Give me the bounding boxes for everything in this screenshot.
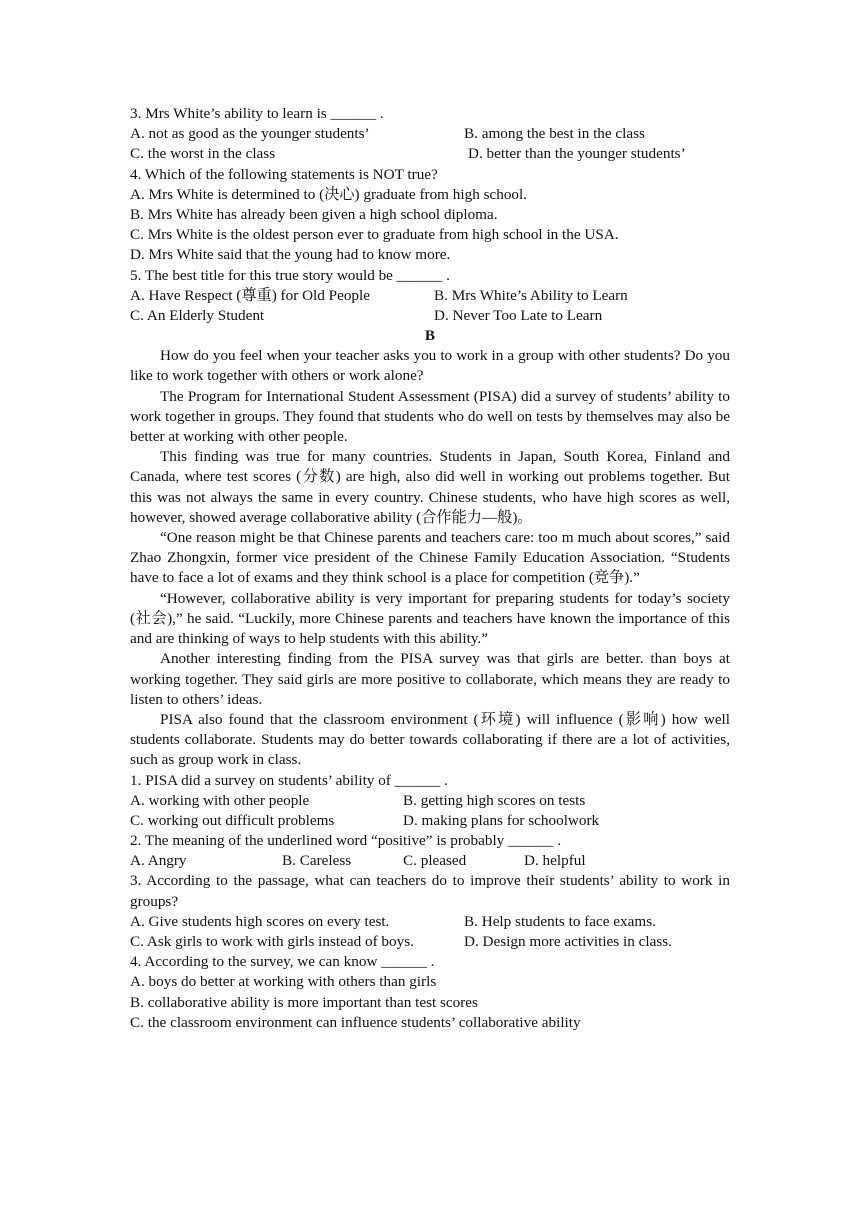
option-row xyxy=(130,811,730,831)
option-a: A. boys do better at working with others than girls xyxy=(130,973,437,991)
option-a: A. Have Respect (尊重) for Old People xyxy=(130,286,370,304)
option-d: D. making plans for schoolwork xyxy=(403,811,600,829)
option-a: A. not as good as the younger students’ xyxy=(130,125,370,143)
option-d: D. Mrs White said that the young had to know more. xyxy=(130,246,451,264)
option-b: B. collaborative ability is more important than test scores xyxy=(130,993,478,1011)
option-b: B. Help students to face exams. xyxy=(464,912,656,930)
option-a: A. Give students high scores on every test. xyxy=(130,912,390,930)
option-b: B. Mrs White’s Ability to Learn xyxy=(434,286,628,304)
question-stem: 3. Mrs White’s ability to learn is ______ . xyxy=(130,105,384,122)
option-a: A. working with other people xyxy=(130,791,310,809)
option-a: A. Mrs White is determined to (决心) graduate from high school. xyxy=(130,185,528,203)
question-stem: 3. According to the passage, what can teachers do to improve their students’ ability to work in groups? xyxy=(130,872,730,910)
option-c: C. pleased xyxy=(403,852,467,870)
option-row xyxy=(130,124,730,144)
option-row xyxy=(130,932,730,952)
question-stem: 4. According to the survey, we can know ______ . xyxy=(130,953,435,971)
section-heading: B xyxy=(424,327,436,345)
passage-paragraph: This finding was true for many countries. Students in Japan, South Korea, Finland and Canada, where test scores (分数) are high, also did well in working out problems together. But this was not always the same in every country. Chinese students, who have high scores as well, however, showed average collaborative ability (合作能力—般)。 xyxy=(130,448,730,526)
question-stem: 2. The meaning of the underlined word “positive” is probably ______ . xyxy=(130,832,562,850)
option-d: D. helpful xyxy=(524,852,586,870)
option-a: A. Angry xyxy=(130,852,187,870)
option-c: C. the worst in the class xyxy=(130,145,276,163)
passage-paragraph: Another interesting finding from the PISA survey was that girls are better. than boys at working together. They said girls are more positive to collaborate, which means they are ready to listen to others’ ideas. xyxy=(130,650,730,708)
option-c: C. Ask girls to work with girls instead of boys. xyxy=(130,933,414,951)
option-row xyxy=(130,144,730,164)
passage-paragraph: How do you feel when your teacher asks you to work in a group with other students? Do you like to work together with others or work alone? xyxy=(130,347,730,385)
option-d: D. Never Too Late to Learn xyxy=(434,306,603,324)
passage-paragraph: PISA also found that the classroom environment (环境) will influence (影响) how well students collaborate. Students may do better towards collaborating if there are a lot of activities, such as group work in class. xyxy=(130,710,730,769)
option-c: C. An Elderly Student xyxy=(130,306,265,324)
document-page xyxy=(130,104,730,1033)
option-row xyxy=(130,912,730,932)
option-b: B. Mrs White has already been given a high school diploma. xyxy=(130,205,498,223)
option-c: C. working out difficult problems xyxy=(130,811,335,829)
question-stem: 1. PISA did a survey on students’ ability of ______ . xyxy=(130,771,448,789)
option-d: D. better than the younger students’ xyxy=(468,145,686,163)
option-c: C. Mrs White is the oldest person ever to graduate from high school in the USA. xyxy=(130,226,619,244)
option-row xyxy=(130,306,730,326)
option-d: D. Design more activities in class. xyxy=(464,933,672,951)
option-row xyxy=(130,286,730,306)
option-row xyxy=(130,851,730,871)
option-b: B. Careless xyxy=(282,852,352,870)
option-row xyxy=(130,791,730,811)
question-stem: 4. Which of the following statements is NOT true? xyxy=(130,165,438,183)
passage-paragraph: “However, collaborative ability is very important for preparing students for today’s society (社会),” he said. “Luckily, more Chinese parents and teachers have known the importance of this and are thinking of ways to help students with this ability.” xyxy=(130,589,730,648)
question-stem: 5. The best title for this true story would be ______ . xyxy=(130,266,450,284)
passage-paragraph: “One reason might be that Chinese parents and teachers care: too m much about scores,” said Zhao Zhongxin, former vice president of the Chinese Family Education Association. “Students have to face a lot of exams and they think school is a place for competition (竞争).” xyxy=(130,529,730,587)
option-c: C. the classroom environment can influence students’ collaborative ability xyxy=(130,1013,581,1031)
option-b: B. among the best in the class xyxy=(464,125,645,143)
option-b: B. getting high scores on tests xyxy=(403,791,586,809)
passage-paragraph: The Program for International Student Assessment (PISA) did a survey of students’ ability to work together in groups. They found that students who do well on tests by themselves may also be better at working with other people. xyxy=(130,387,730,446)
